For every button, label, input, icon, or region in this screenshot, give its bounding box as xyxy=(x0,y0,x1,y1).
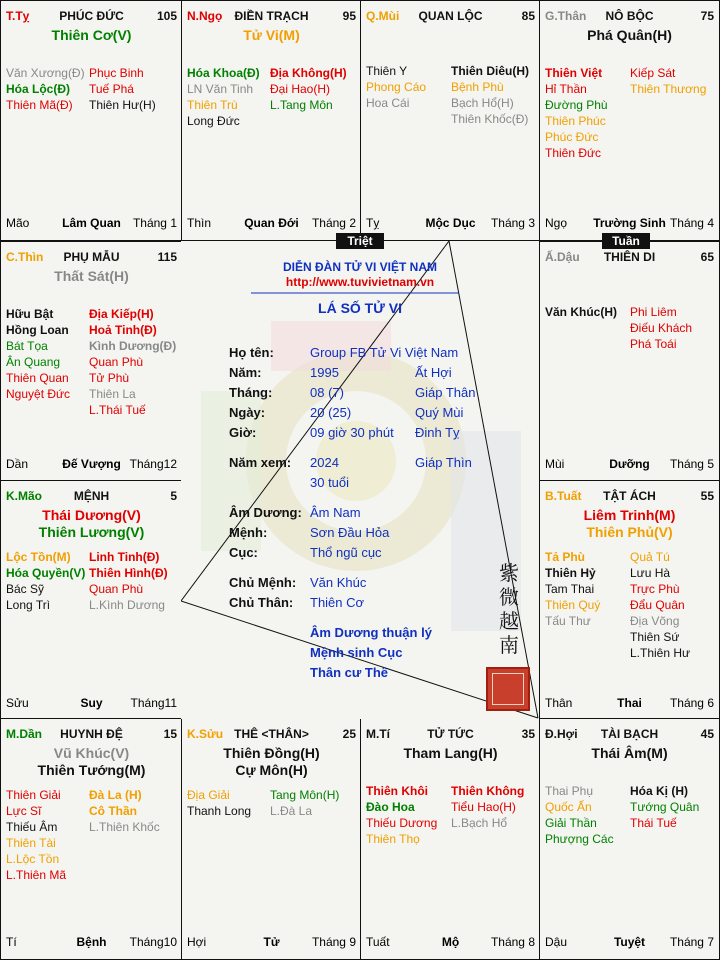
palace-header xyxy=(6,489,177,505)
minor-star: Thiên Sứ xyxy=(630,630,680,644)
palace-header xyxy=(6,9,177,25)
info-value-canchi: Giáp Thân xyxy=(415,385,476,400)
minor-star: Địa Giải xyxy=(187,788,230,802)
minor-star: Thiên Giải xyxy=(6,788,61,802)
palace-header xyxy=(6,250,177,266)
info-label: Âm Dương: xyxy=(229,505,302,520)
can-chi-label: T.Tỵ xyxy=(6,9,30,23)
minor-stars-right xyxy=(630,549,690,661)
palace-name: MỆNH xyxy=(73,489,110,503)
minor-star: Đà La (H) xyxy=(89,788,142,802)
info-value: Âm Nam xyxy=(310,505,361,520)
minor-star: Đẩu Quân xyxy=(630,598,685,612)
minor-stars-left xyxy=(187,65,260,129)
minor-star: Thiên Quý xyxy=(545,598,601,612)
palace-age: 115 xyxy=(157,250,177,264)
minor-stars-left xyxy=(187,787,251,819)
seal-char: 越 xyxy=(499,609,519,633)
minor-star: Địa Không(H) xyxy=(270,66,347,80)
palace-footer xyxy=(187,216,356,232)
palace-age: 5 xyxy=(170,489,177,503)
month-limit: Tháng 9 xyxy=(311,935,356,949)
info-value-canchi: Đinh Tỵ xyxy=(415,425,460,440)
info-value: 1995 xyxy=(310,365,339,380)
truong-sinh: Tử xyxy=(263,935,280,949)
palace-cell-mui xyxy=(360,0,541,241)
palace-name: NÔ BỘC xyxy=(605,9,654,23)
minor-star: Hóa Kị (H) xyxy=(630,784,688,798)
minor-stars-right xyxy=(89,787,160,835)
info-value-canchi: Ất Hợi xyxy=(415,365,452,380)
palace-name: TÀI BẠCH xyxy=(600,727,659,741)
main-star: Thiên Phủ(V) xyxy=(586,524,673,540)
info-label: Mệnh: xyxy=(229,525,268,540)
minor-stars-left xyxy=(366,783,437,847)
info-label: Giờ: xyxy=(229,425,257,440)
truong-sinh: Lâm Quan xyxy=(62,216,121,230)
palace-age: 25 xyxy=(342,727,356,741)
minor-star: Tấu Thư xyxy=(545,614,591,628)
minor-stars-right xyxy=(270,65,347,113)
info-value: 08 (7) xyxy=(310,385,344,400)
minor-star: Đường Phù xyxy=(545,98,608,112)
minor-star: Phá Toái xyxy=(630,337,677,351)
minor-star: Giải Thần xyxy=(545,816,597,830)
tuan-tag: Tuần xyxy=(602,233,650,249)
minor-star: Hóa Khoa(Đ) xyxy=(187,66,260,80)
minor-stars-right xyxy=(270,787,339,819)
palace-cell-ty xyxy=(0,0,183,241)
can-chi-label: M.Dần xyxy=(6,727,42,741)
minor-star: Nguyệt Đức xyxy=(6,387,71,401)
minor-star: L.Đà La xyxy=(270,804,313,818)
seal-char: 南 xyxy=(499,633,519,657)
minor-star: Thiên Y xyxy=(366,64,408,78)
minor-star: Tiểu Hao(H) xyxy=(451,800,516,814)
minor-star: Đại Hao(H) xyxy=(270,82,331,96)
main-star: Thiên Cơ(V) xyxy=(51,27,132,43)
truong-sinh: Đế Vượng xyxy=(62,457,121,471)
palace-age: 55 xyxy=(700,489,714,503)
palace-name: QUAN LỘC xyxy=(418,9,483,23)
minor-star: L.Lộc Tồn xyxy=(6,852,60,866)
earthly-branch: Dần xyxy=(6,457,29,471)
minor-star: Thiên Hư(H) xyxy=(89,98,156,112)
earthly-branch: Dậu xyxy=(545,935,568,949)
minor-star: Linh Tinh(Đ) xyxy=(89,550,160,564)
minor-star: Thanh Long xyxy=(187,804,252,818)
seal-char: 微 xyxy=(499,585,519,609)
truong-sinh: Thai xyxy=(617,696,642,710)
can-chi-label: K.Sửu xyxy=(187,727,224,741)
minor-star: Hỉ Thần xyxy=(545,82,587,96)
month-limit: Tháng 3 xyxy=(490,216,535,230)
info-label: Họ tên: xyxy=(229,345,274,360)
info-value-canchi: Quý Mùi xyxy=(415,405,464,420)
red-seal-stamp xyxy=(486,667,530,711)
minor-star: Lực Sĩ xyxy=(6,804,42,818)
palace-header xyxy=(545,250,714,266)
minor-star: Thiên Quan xyxy=(6,371,69,385)
minor-star: Bệnh Phù xyxy=(451,80,504,94)
minor-star: Phúc Đức xyxy=(545,130,599,144)
minor-star: Hoa Cái xyxy=(366,96,410,110)
palace-age: 45 xyxy=(700,727,714,741)
info-label: Chủ Thân: xyxy=(229,595,294,610)
palace-name: THIÊN DI xyxy=(603,250,656,264)
minor-stars-left xyxy=(545,65,608,161)
minor-star: Bác Sỹ xyxy=(6,582,45,596)
center-panel xyxy=(181,241,539,719)
minor-star: Hồng Loan xyxy=(6,323,69,337)
palace-cell-tuat xyxy=(539,480,720,721)
info-value: Thổ ngũ cục xyxy=(310,545,382,560)
minor-stars-right xyxy=(89,549,168,613)
minor-star: Thai Phụ xyxy=(545,784,594,798)
minor-stars-left xyxy=(366,63,426,111)
earthly-branch: Tí xyxy=(6,935,17,949)
minor-star: L.Bạch Hổ xyxy=(451,816,508,830)
minor-stars-right xyxy=(630,65,706,97)
minor-star: Bát Tọa xyxy=(6,339,48,353)
minor-star: Hóa Lộc(Đ) xyxy=(6,82,70,96)
minor-star: Hóa Quyền(V) xyxy=(6,566,86,580)
minor-star: Quả Tú xyxy=(630,550,670,564)
minor-star: Quan Phù xyxy=(89,355,144,369)
can-chi-label: G.Thân xyxy=(545,9,587,23)
minor-stars-left xyxy=(6,65,85,113)
minor-star: Thiên Phúc xyxy=(545,114,606,128)
can-chi-label: C.Thìn xyxy=(6,250,44,264)
minor-star: Quan Phù xyxy=(89,582,144,596)
palace-cell-ti xyxy=(360,718,541,960)
minor-star: Tuế Phá xyxy=(89,82,134,96)
main-star: Thiên Lương(V) xyxy=(38,524,145,540)
month-limit: Tháng 2 xyxy=(311,216,356,230)
palace-cell-than xyxy=(539,0,720,241)
minor-star: Tướng Quân xyxy=(630,800,700,814)
palace-footer xyxy=(187,935,356,951)
main-star: Thiên Tướng(M) xyxy=(37,762,146,778)
palace-name: TẬT ÁCH xyxy=(603,489,656,503)
minor-star: Cô Thần xyxy=(89,804,137,818)
can-chi-label: Q.Mùi xyxy=(366,9,400,23)
info-label: Tháng: xyxy=(229,385,273,400)
info-label: Ngày: xyxy=(229,405,266,420)
minor-star: Tam Thai xyxy=(545,582,595,596)
month-limit: Tháng 4 xyxy=(669,216,714,230)
minor-star: Thiên Thọ xyxy=(366,832,420,846)
palace-footer xyxy=(6,457,177,473)
minor-stars-right xyxy=(630,304,692,352)
info-label: Cục: xyxy=(229,545,258,560)
month-limit: Tháng 1 xyxy=(132,216,177,230)
minor-star: Văn Xương(Đ) xyxy=(6,66,85,80)
palace-name: PHỤ MẪU xyxy=(63,250,120,264)
minor-star: Thiên Mã(Đ) xyxy=(6,98,73,112)
palace-name: PHÚC ĐỨC xyxy=(59,9,124,23)
earthly-branch: Hợi xyxy=(187,935,207,949)
minor-stars-right xyxy=(451,63,529,127)
minor-star: Bạch Hổ(H) xyxy=(451,96,514,110)
minor-star: Quốc Ấn xyxy=(545,800,592,814)
palace-footer xyxy=(6,216,177,232)
info-value: 09 giờ 30 phút xyxy=(310,425,394,440)
can-chi-label: N.Ngọ xyxy=(187,9,223,23)
chart-note: Âm Dương thuận lý xyxy=(310,625,432,640)
month-limit: Tháng 8 xyxy=(490,935,535,949)
minor-star: L.Thiên Khốc xyxy=(89,820,160,834)
palace-footer xyxy=(545,216,714,232)
palace-footer xyxy=(366,216,535,232)
minor-star: L.Kình Dương xyxy=(89,598,165,612)
palace-cell-suu xyxy=(181,718,362,960)
info-label: Năm: xyxy=(229,365,262,380)
palace-name: THÊ <THÂN> xyxy=(234,727,309,741)
earthly-branch: Tỵ xyxy=(366,216,380,230)
palace-age: 95 xyxy=(342,9,356,23)
minor-star: Thiên Khốc(Đ) xyxy=(451,112,529,126)
chart-note: Mệnh sinh Cục xyxy=(310,645,403,660)
forum-name: DIỄN ĐÀN TỬ VI VIỆT NAM xyxy=(283,260,437,274)
minor-star: Văn Khúc(H) xyxy=(545,305,617,319)
palace-header xyxy=(6,727,177,743)
palace-header xyxy=(545,9,714,25)
minor-star: Đào Hoa xyxy=(366,800,415,814)
earthly-branch: Sửu xyxy=(6,696,29,710)
earthly-branch: Thìn xyxy=(187,216,212,230)
minor-stars-right xyxy=(89,306,176,418)
palace-footer xyxy=(545,935,714,951)
main-star: Tử Vi(M) xyxy=(243,27,300,43)
minor-stars-left xyxy=(6,787,66,883)
palace-cell-dau xyxy=(539,241,720,482)
minor-star: Phi Liêm xyxy=(630,305,677,319)
month-limit: Tháng 6 xyxy=(669,696,714,710)
minor-star: Điếu Khách xyxy=(630,321,693,335)
palace-name: HUYNH ĐỆ xyxy=(60,727,123,741)
main-star: Thái Âm(M) xyxy=(591,745,668,761)
palace-footer xyxy=(6,935,177,951)
info-value: 30 tuổi xyxy=(310,475,350,490)
palace-footer xyxy=(366,935,535,951)
minor-star: L.Tang Môn xyxy=(270,98,333,112)
minor-star: Lưu Hà xyxy=(630,566,671,580)
minor-star: Tử Phù xyxy=(89,371,130,385)
month-limit: Tháng11 xyxy=(130,696,177,710)
palace-cell-hoi xyxy=(539,718,720,960)
minor-star: Hữu Bật xyxy=(6,307,54,321)
seal-char: 紫 xyxy=(499,561,519,585)
info-value: Thiên Cơ xyxy=(310,595,365,610)
minor-star: Ân Quang xyxy=(6,355,61,369)
minor-star: Thiên Diêu(H) xyxy=(451,64,529,78)
month-limit: Tháng 7 xyxy=(669,935,714,949)
info-value: Group FB Tử Vi Việt Nam xyxy=(310,345,459,360)
palace-cell-ngo xyxy=(181,0,362,241)
minor-star: Long Trì xyxy=(6,598,51,612)
minor-star: Thái Tuế xyxy=(630,816,677,830)
palace-header xyxy=(187,727,356,743)
palace-header xyxy=(187,9,356,25)
can-chi-label: Ấ.Dậu xyxy=(545,250,580,264)
earthly-branch: Mão xyxy=(6,216,30,230)
chart-title: LÁ SỐ TỬ VI xyxy=(318,300,402,316)
minor-star: Địa Kiếp(H) xyxy=(89,307,154,321)
minor-stars-left xyxy=(545,549,600,629)
palace-age: 105 xyxy=(156,9,177,23)
minor-star: Phượng Các xyxy=(545,832,614,846)
main-star: Vũ Khúc(V) xyxy=(53,745,130,761)
palace-footer xyxy=(6,696,177,712)
minor-stars-right xyxy=(451,783,524,831)
minor-stars-right xyxy=(630,783,699,831)
main-star: Phá Quân(H) xyxy=(587,27,672,43)
truong-sinh: Bệnh xyxy=(76,935,107,949)
main-star: Tham Lang(H) xyxy=(403,745,498,761)
info-value: 20 (25) xyxy=(310,405,352,420)
minor-star: Thiên Khôi xyxy=(366,784,428,798)
palace-header xyxy=(366,727,535,743)
minor-star: Thiên Không xyxy=(451,784,525,798)
minor-stars-left xyxy=(6,306,70,402)
info-label: Chủ Mệnh: xyxy=(229,575,297,590)
main-star: Thất Sát(H) xyxy=(54,268,129,284)
minor-star: Phục Binh xyxy=(89,66,144,80)
truong-sinh: Mộc Dục xyxy=(425,216,476,230)
minor-star: Tang Môn(H) xyxy=(270,788,340,802)
can-chi-label: B.Tuất xyxy=(545,489,582,503)
truong-sinh: Trường Sinh xyxy=(593,216,666,230)
info-value: Văn Khúc xyxy=(310,575,367,590)
truong-sinh: Suy xyxy=(80,696,103,710)
chart-note: Thân cư Thê xyxy=(310,665,389,680)
minor-star: Kình Dương(Đ) xyxy=(89,339,177,353)
minor-stars-left xyxy=(6,549,85,613)
can-chi-label: K.Mão xyxy=(6,489,42,503)
minor-star: Tả Phù xyxy=(545,550,586,564)
seal-text xyxy=(497,561,521,657)
info-value: 2024 xyxy=(310,455,339,470)
info-label: Năm xem: xyxy=(229,455,292,470)
minor-stars-right xyxy=(89,65,156,113)
palace-footer xyxy=(545,457,714,473)
truong-sinh: Mộ xyxy=(441,935,460,949)
minor-star: Địa Võng xyxy=(630,614,680,628)
palace-name: ĐIỀN TRẠCH xyxy=(234,9,309,23)
earthly-branch: Mùi xyxy=(545,457,565,471)
main-star: Cự Môn(H) xyxy=(235,762,308,778)
main-star: Thiên Đồng(H) xyxy=(223,745,320,761)
minor-star: Thiếu Dương xyxy=(366,816,438,830)
minor-star: L.Thái Tuế xyxy=(89,403,146,417)
minor-star: Thiên La xyxy=(89,387,136,401)
triet-tag: Triệt xyxy=(336,233,384,249)
truong-sinh: Dưỡng xyxy=(609,457,650,471)
palace-cell-thin xyxy=(0,241,183,482)
minor-star: Thiên Hình(Đ) xyxy=(89,566,168,580)
minor-star: LN Văn Tinh xyxy=(187,82,254,96)
palace-header xyxy=(366,9,535,25)
minor-star: Thiếu Âm xyxy=(6,820,58,834)
main-star: Thái Dương(V) xyxy=(42,507,141,523)
minor-star: Thiên Việt xyxy=(545,66,603,80)
minor-star: Trực Phù xyxy=(630,582,680,596)
can-chi-label: M.Tí xyxy=(366,727,390,741)
minor-star: L.Thiên Hư xyxy=(630,646,691,660)
palace-footer xyxy=(545,696,714,712)
palace-age: 85 xyxy=(521,9,535,23)
palace-age: 15 xyxy=(163,727,177,741)
minor-star: Thiên Trù xyxy=(187,98,238,112)
forum-url[interactable]: http://www.tuvivietnam.vn xyxy=(285,275,435,289)
minor-star: Kiếp Sát xyxy=(630,66,676,80)
minor-star: Thiên Đức xyxy=(545,146,602,160)
minor-star: Long Đức xyxy=(187,114,240,128)
month-limit: Tháng12 xyxy=(129,457,177,471)
minor-star: Phong Cáo xyxy=(366,80,427,94)
truong-sinh: Quan Đới xyxy=(244,216,299,230)
palace-age: 75 xyxy=(700,9,714,23)
earthly-branch: Tuất xyxy=(366,935,390,949)
main-star: Liêm Trinh(M) xyxy=(583,507,676,523)
minor-stars-left xyxy=(545,304,617,320)
palace-header xyxy=(545,489,714,505)
month-limit: Tháng10 xyxy=(129,935,177,949)
info-value-canchi: Giáp Thìn xyxy=(415,455,472,470)
earthly-branch: Ngọ xyxy=(545,216,568,230)
minor-star: Thiên Tài xyxy=(6,836,56,850)
minor-star: L.Thiên Mã xyxy=(6,868,67,882)
palace-cell-dan xyxy=(0,718,183,960)
palace-name: TỬ TỨC xyxy=(427,727,474,741)
truong-sinh: Tuyệt xyxy=(613,935,646,949)
info-value: Sơn Đầu Hỏa xyxy=(310,525,390,540)
palace-header xyxy=(545,727,714,743)
month-limit: Tháng 5 xyxy=(669,457,714,471)
palace-age: 35 xyxy=(521,727,535,741)
minor-star: Thiên Hỷ xyxy=(545,566,596,580)
minor-star: Hoả Tinh(Đ) xyxy=(89,323,157,337)
can-chi-label: Đ.Hợi xyxy=(545,727,578,741)
minor-star: Lộc Tồn(M) xyxy=(6,550,71,564)
palace-cell-mao xyxy=(0,480,183,721)
minor-star: Thiên Thương xyxy=(630,82,707,96)
minor-stars-left xyxy=(545,783,614,847)
palace-age: 65 xyxy=(700,250,714,264)
earthly-branch: Thân xyxy=(545,696,573,710)
